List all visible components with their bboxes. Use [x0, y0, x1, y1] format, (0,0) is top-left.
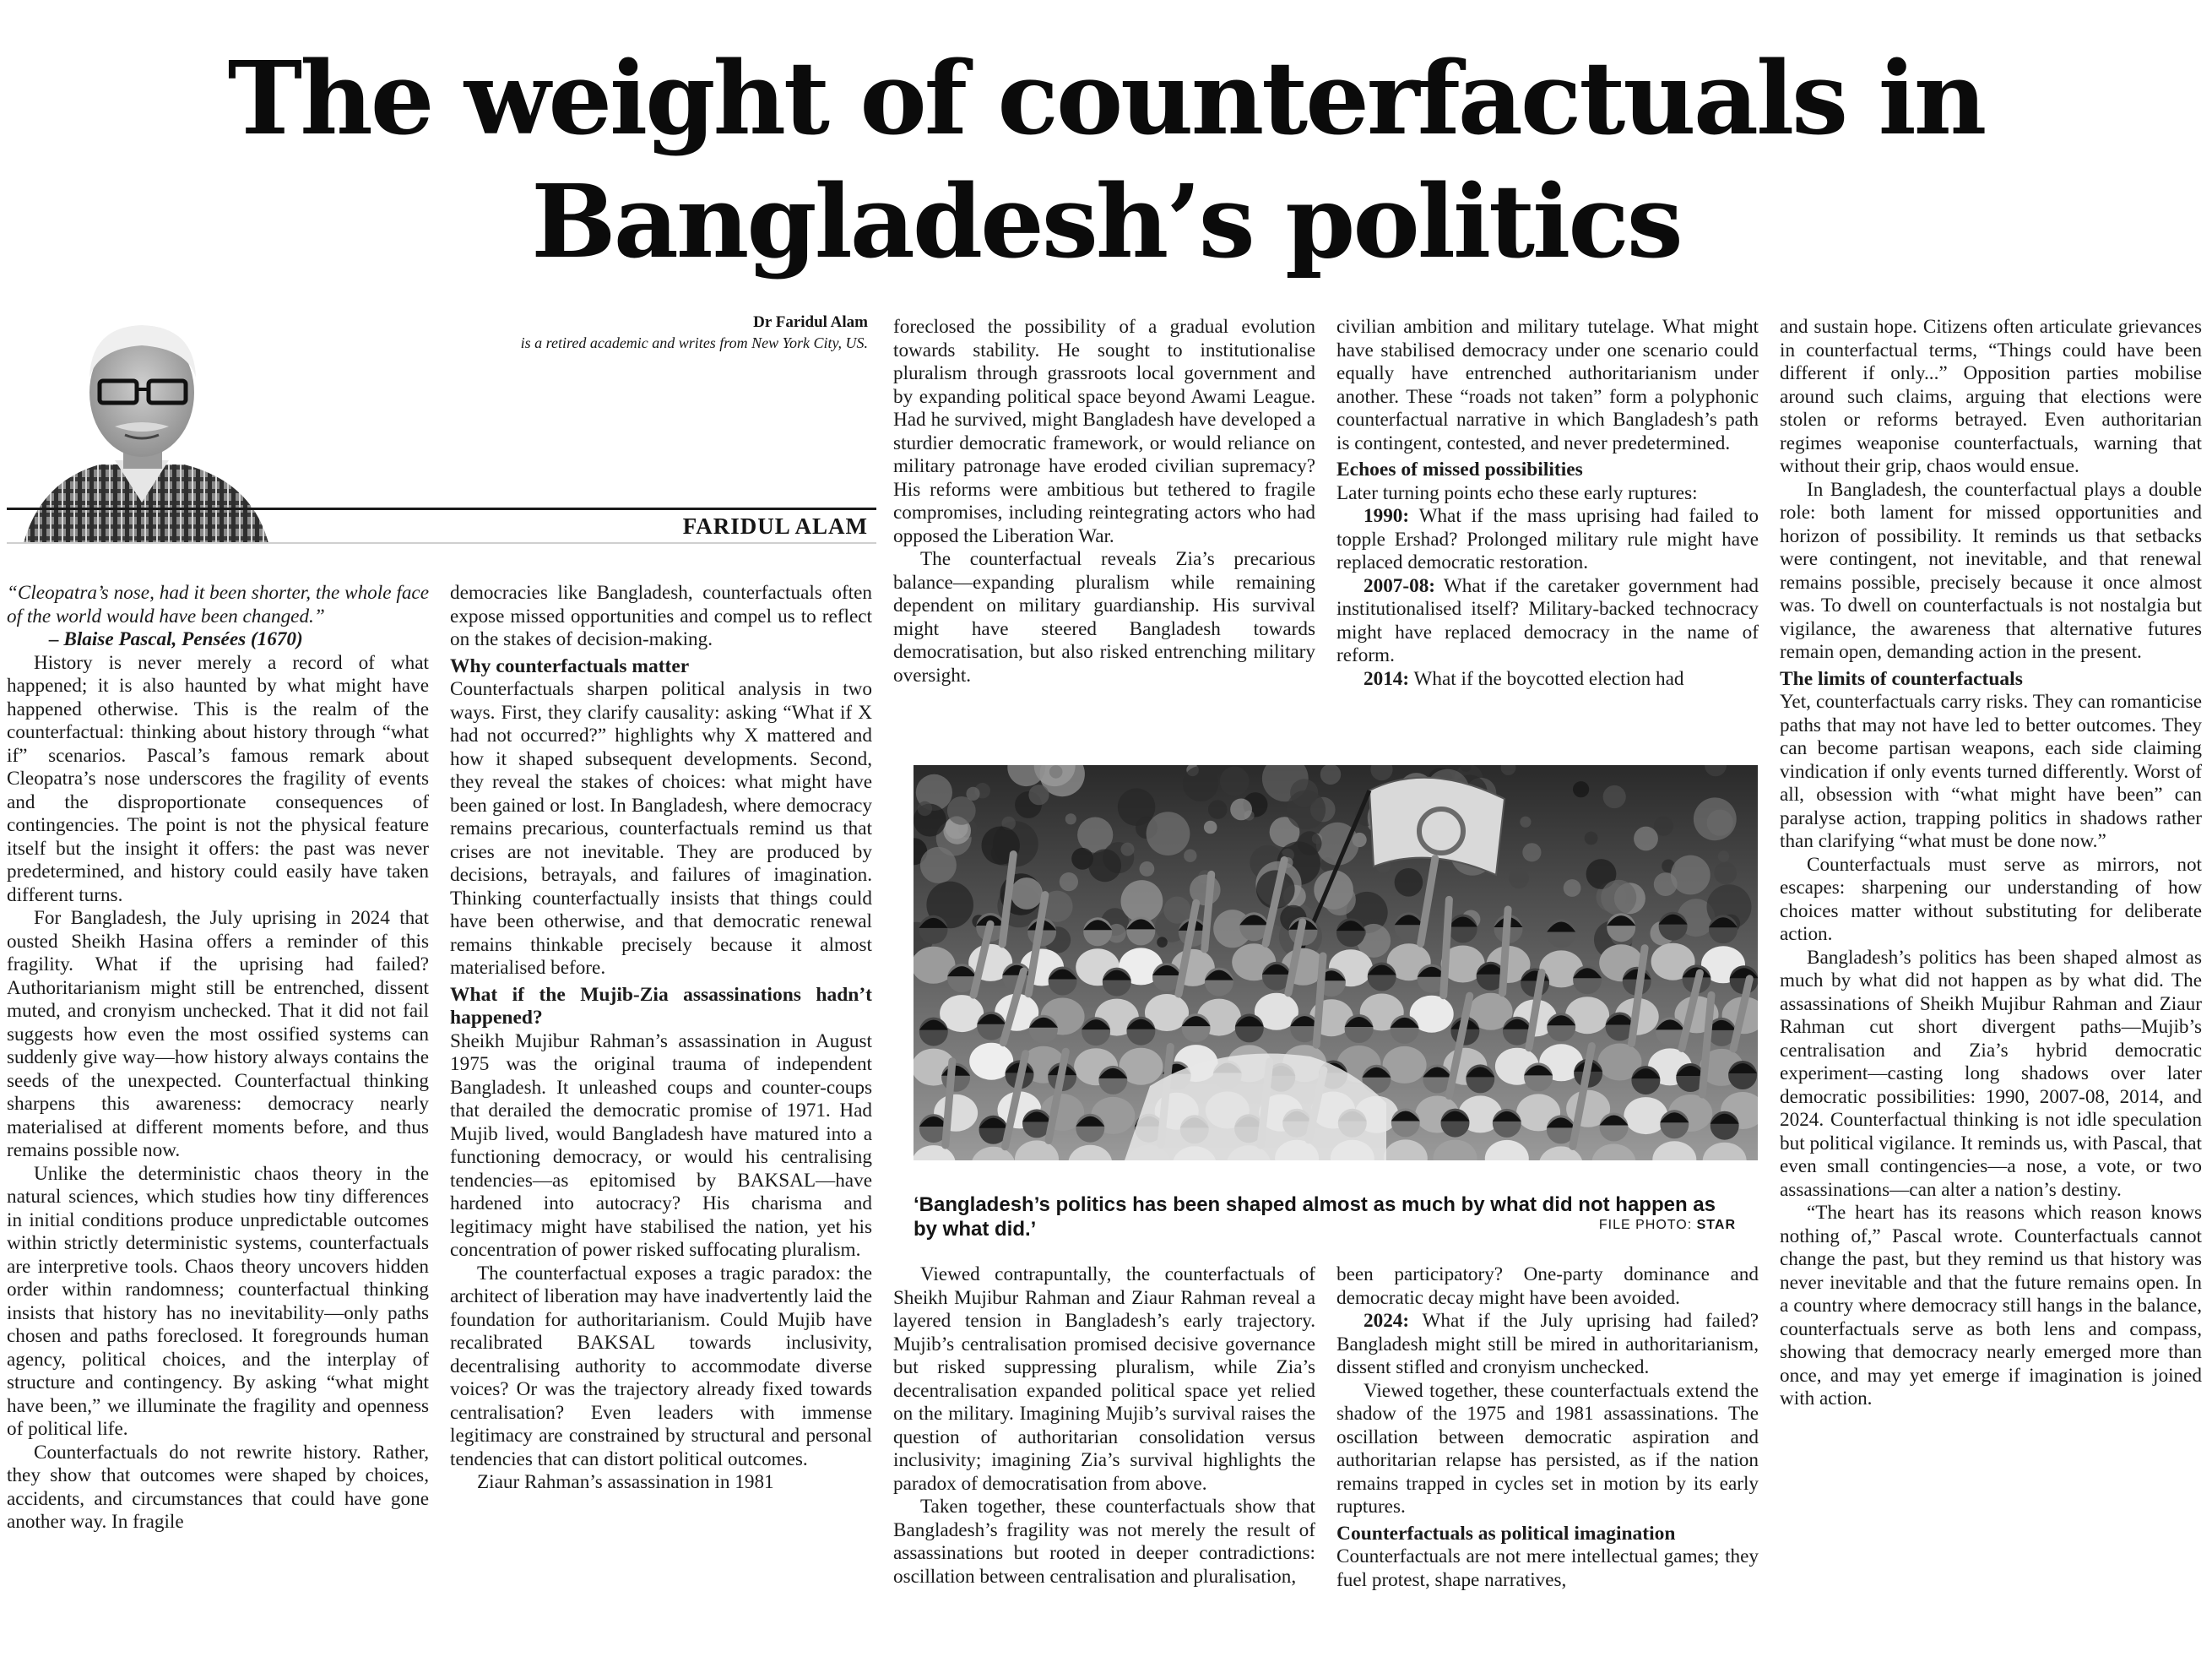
paragraph-text: What if the July uprising had failed? Bangladesh might still be mired in authoritarianism, dissent stifled and cronyism unchecked.	[1336, 1310, 1759, 1378]
paragraph: and sustain hope. Citizens often articulate grievances in counterfactual terms, “Things could have been different if only...” Opposition parties mobilise around such claims, arguing that elections were stolen or reforms betrayed. Even authoritarian regimes weaponise counterfactuals, warning that without their grip, chaos would ensue.	[1780, 316, 2202, 477]
paragraph	[1336, 1310, 1759, 1380]
headline	[68, 37, 2144, 284]
paragraph: Yet, counterfactuals carry risks. They can romanticise paths that may not have led to better outcomes. They can become partisan weapons, each side claiming vindication if only events turned differently. Worst of all, obsession with “what might have been” can paralyse action, trapping politics in shadows rather than clarifying “what must be done now.”	[1780, 691, 2202, 852]
section-divider	[7, 542, 876, 544]
byline	[439, 312, 868, 353]
paragraph: civilian ambition and military tutelage. What might have stabilised democracy under one scenario could equally have entrenched authoritarianism under another. These “roads not taken” form a polyphonic counterfactual narrative in which Bangladesh’s path is contingent, contested, and never predetermined.	[1336, 316, 1759, 454]
paragraph: Later turning points echo these early ruptures:	[1336, 481, 1698, 504]
paragraph: For Bangladesh, the July uprising in 2024 that ousted Sheikh Hasina offers a reminder of this fragility. What if the uprising had failed? Authoritarianism might still be entrenched, dissent muted, and cronyism unchecked. That it did not fail suggests how even the most ossified systems can suddenly give way—how history always contains the seeds of the unexpected. Counterfactual thinking sharpens this awareness: democracy nearly materialised at different moments before, and thus remains possible now.	[7, 907, 429, 1161]
photo-credit-prefix: FILE PHOTO:	[1598, 1218, 1693, 1232]
paragraph	[1336, 575, 1759, 668]
subheading: Why counterfactuals matter	[450, 654, 690, 677]
subheading: The limits of counterfactuals	[1780, 667, 2023, 690]
column-1	[7, 582, 429, 1534]
paragraph-text: What if the boycotted election had	[1413, 667, 1684, 690]
author-description: is a retired academic and writes from New York City, US.	[520, 334, 868, 351]
year-label: 1990:	[1364, 505, 1410, 527]
paragraph: been participatory? One-party dominance and democratic decay might have been avoided.	[1336, 1263, 1759, 1309]
paragraph: Unlike the deterministic chaos theory in the natural sciences, which studies how tiny differences in initial conditions produce unpredictable outcomes within strictly deterministic systems, counterfactuals are interpretive tools. Chaos theory uncovers hidden order within randomness; counterfactual thinking insists that history has no inevitability—only paths chosen and paths foreclosed. It foregrounds human agency, political choices, and the interplay of structure and contingency. By asking “what might have been,” we illuminate the fragility and openness of political life.	[7, 1162, 429, 1440]
paragraph	[1336, 505, 1759, 575]
author-photo	[7, 300, 277, 543]
photo-credit	[1435, 1218, 1736, 1233]
paragraph: Ziaur Rahman’s assassination in 1981	[477, 1471, 774, 1493]
paragraph: The counterfactual reveals Zia’s precarious balance—expanding pluralism while remaining dependent on military guardianship. His survival might have steered Bangladesh towards democratisation, but also risked entrenching military oversight.	[893, 548, 1315, 687]
protest-crowd-image	[914, 765, 1758, 1160]
column-4-top	[1336, 316, 1759, 691]
column-4-bottom	[1336, 1263, 1759, 1592]
paragraph: Sheikh Mujibur Rahman’s assassination in August 1975 was the original trauma of independent Bangladesh. It unleashed coups and counter-coups that derailed the democratic promise of 1971. Had Mujib lived, would Bangladesh have matured into a functioning democracy, or would his centralising tendencies—as epitomised by BAKSAL—have hardened into autocracy? His charisma and legitimacy might have stabilised the nation, yet his concentration of power risked suffocating pluralism.	[450, 1029, 872, 1261]
paragraph-text: What if the mass uprising had failed to topple Ershad? Prolonged military rule might have replaced democratic restoration.	[1336, 505, 1759, 573]
subheading: What if the Mujib-Zia assassinations hadn’t happened?	[450, 983, 872, 1029]
paragraph: Viewed contrapuntally, the counterfactuals of Sheikh Mujibur Rahman and Ziaur Rahman reveal a layered tension in Bangladesh’s early trajectory. Mujib’s centralisation promised decisive governance but risked suppressing pluralism, while Zia’s decentralisation expanded political space yet relied on the military. Imagining Mujib’s survival raises the question of authoritarian consolidation versus inclusivity; imagining Zia’s survival highlights the paradox of democratisation from above.	[893, 1263, 1315, 1495]
headline-line-2: Bangladesh’s politics	[531, 163, 1681, 281]
author-label: FARIDUL ALAM	[682, 513, 868, 539]
protest-photo	[914, 765, 1758, 1160]
paragraph: Counterfactuals do not rewrite history. Rather, they show that outcomes were shaped by choices, accidents, and circumstances that could have gone another way. In fragile	[7, 1441, 429, 1533]
column-3-bottom	[893, 1263, 1315, 1589]
paragraph: History is never merely a record of what happened; it is also haunted by what might have happened otherwise. This is the realm of the counterfactual: thinking about history through “what if” scenarios. Pascal’s famous remark about Cleopatra’s nose underscores the fragility of events and the disproportionate consequences of contingencies. The point is not the physical feature itself but the insight it offers: the past was never predetermined, and history could easily have taken different turns.	[7, 651, 429, 906]
paragraph: Counterfactuals sharpen political analysis in two ways. First, they clarify causality: asking “What if X had not occurred?” highlights why X mattered and how it shaped subsequent developments. Second, they reveal the stakes of choices: what might have been gained or lost. In Bangladesh, where democracy remains precarious, counterfactuals remind us that crises are not inevitable. They are produced by decisions, betrayals, and failures of imagination. Thinking counterfactually insists that things could have been otherwise, and that democratic renewal remains thinkable precisely because it almost materialised before.	[450, 678, 872, 979]
paragraph: Bangladesh’s politics has been shaped almost as much by what did not happen as by what did. The assassinations of Sheikh Mujibur Rahman and Ziaur Rahman cut short divergent paths—Mujib’s centralisation and Zia’s hybrid democratic experiment—casting long shadows over later democratic possibilities: 1990, 2007-08, 2014, and 2024. Counterfactual thinking is not idle speculation but political vigilance. It reminds us, with Pascal, that even small contingencies—a nose, a vote, or two assassinations—can alter a nation’s destiny.	[1780, 946, 2202, 1201]
epigraph-source: – Blaise Pascal, Pensées (1670)	[49, 628, 303, 650]
paragraph: Viewed together, these counterfactuals extend the shadow of the 1975 and 1981 assassinations. The oscillation between democratic aspiration and authoritarian relapse has persisted, as if the nation remains trapped in cycles set in motion by its early ruptures.	[1336, 1379, 1759, 1518]
paragraph: Counterfactuals are not mere intellectual games; they fuel protest, shape narratives,	[1336, 1545, 1759, 1591]
paragraph-text: What if the caretaker government had institutionalised itself? Military-backed technocracy might have replaced democracy in the name of reform.	[1336, 574, 1759, 666]
headline-line-1: The weight of counterfactuals in	[227, 40, 1985, 158]
subheading: Echoes of missed possibilities	[1336, 459, 1583, 481]
photo-credit-source: STAR	[1696, 1218, 1736, 1232]
column-2	[450, 582, 872, 1495]
paragraph: “The heart has its reasons which reason knows nothing of,” Pascal wrote. Counterfactuals cannot change the past, but they remind us that history was never inevitable and that the future remains open. In a country where democracy still hangs in the balance, counterfactuals serve as both lens and compass, showing that democracy nearly emerged more than once, and may yet emerge if imagination is joined with action.	[1780, 1202, 2202, 1409]
photo-caption: ‘Bangladesh’s politics has been shaped almost as much by what did not happen as by what did.’	[914, 1193, 1716, 1241]
paragraph: foreclosed the possibility of a gradual evolution towards stability. He sought to institutionalise pluralism through grassroots local government and by expanding political space beyond Awami League. Had he survived, might Bangladesh have developed a sturdier democratic framework, or would reliance on military patronage have eroded civilian supremacy? His reforms were ambitious but tethered to fragile compromises, including reintegrating actors who had opposed the Liberation War.	[893, 316, 1315, 547]
paragraph: In Bangladesh, the counterfactual plays a double role: both lament for missed opportunities and horizon of possibility. It reminds us that setbacks were contingent, not inevitable, and that renewal remains possible, precisely because it once almost was. To dwell on counterfactuals is not nostalgia but vigilance, the awareness that alternative futures remain open, demanding action in the present.	[1780, 478, 2202, 663]
paragraph	[1336, 668, 1759, 692]
paragraph: Counterfactuals must serve as mirrors, not escapes: sharpening our understanding of how choices matter without substituting for deliberate action.	[1780, 853, 2202, 945]
paragraph: democracies like Bangladesh, counterfactuals often expose missed opportunities and compel us to reflect on the stakes of decision-making.	[450, 582, 872, 650]
subheading: Counterfactuals as political imagination	[1336, 1522, 1676, 1545]
author-name: Dr Faridul Alam	[753, 313, 868, 331]
column-3-top	[893, 316, 1315, 687]
epigraph-quote: “Cleopatra’s nose, had it been shorter, the whole face of the world would have been changed.”	[7, 582, 429, 627]
year-label: 2007-08:	[1364, 574, 1436, 597]
paragraph: The counterfactual exposes a tragic paradox: the architect of liberation may have inadvertently laid the foundation for authoritarianism. Could Mujib have recalibrated BAKSAL towards inclusivity, decentralising authority to accommodate diverse voices? Or was the trajectory already fixed towards centralisation? Even leaders with immense legitimacy are constrained by structural and personal tendencies that can distort political outcomes.	[450, 1262, 872, 1470]
column-5	[1780, 316, 2202, 1411]
year-label: 2014:	[1364, 667, 1410, 690]
paragraph: Taken together, these counterfactuals show that Bangladesh’s fragility was not merely the result of assassinations but rooted in deeper contradictions: oscillation between centralisation and pluralisation,	[893, 1496, 1315, 1588]
year-label: 2024:	[1364, 1310, 1410, 1332]
author-portrait-image	[7, 300, 277, 543]
